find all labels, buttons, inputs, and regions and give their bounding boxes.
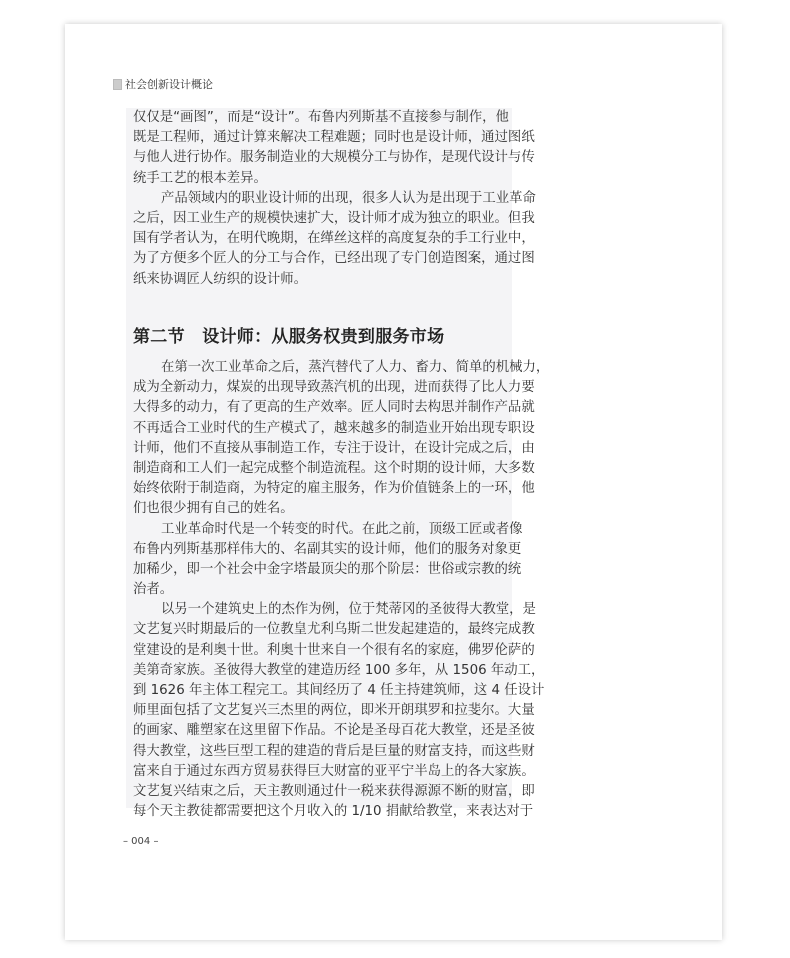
text-line: 师里面包括了文艺复兴三杰里的两位，即米开朗琪罗和拉斐尔。大量 [133, 703, 535, 719]
section-heading: 第二节 设计师：从服务权贵到服务市场 [133, 327, 445, 347]
text-line: 到 1626 年主体工程完工。其间经历了 4 任主持建筑师，这 4 任设计 [133, 683, 545, 698]
text-line: 始终依附于制造商，为特定的雇主服务，作为价值链条上的一环，他 [133, 481, 535, 497]
text-line: 统手工艺的根本差异。 [133, 170, 267, 186]
running-head [113, 76, 213, 92]
text-line: 与他人进行协作。服务制造业的大规模分工与协作，是现代设计与传 [133, 150, 535, 166]
text-line: 文艺复兴结束之后，天主教则通过什一税来获得源源不断的财富，即 [133, 783, 535, 799]
text-line: 既是工程师，通过计算来解决工程难题；同时也是设计师，通过图纸 [133, 130, 535, 146]
text-line: 治者。 [133, 582, 174, 598]
paragraph-group-1 [133, 108, 536, 290]
text-line: 加稀少，即一个社会中金字塔最顶尖的那个阶层：世俗或宗教的统 [133, 561, 522, 577]
text-line: 计师，他们不直接从事制造工作，专注于设计，在设计完成之后，由 [133, 440, 535, 456]
text-line: 纸来协调匠人纺织的设计师。 [133, 271, 308, 287]
text-line: 大得多的动力，有了更高的生产效率。匠人同时去构思并制作产品就 [133, 400, 535, 416]
text-line: 仅仅是“画图”，而是“设计”。布鲁内列斯基不直接参与制作，他 [133, 110, 509, 125]
text-line: 得大教堂，这些巨型工程的建造的背后是巨量的财富支持，而这些财 [133, 743, 535, 759]
text-line: 富来自于通过东西方贸易获得巨大财富的亚平宁半岛上的各大家族。 [133, 763, 535, 779]
text-line: 文艺复兴时期最后的一位教皇尤利乌斯二世发起建造的，最终完成教 [133, 622, 535, 638]
text-line: 布鲁内列斯基那样伟大的、名副其实的设计师，他们的服务对象更 [133, 541, 522, 557]
text-line: 工业革命时代是一个转变的时代。在此之前，顶级工匠或者像 [161, 521, 523, 537]
text-line: 制造商和工人们一起完成整个制造流程。这个时期的设计师，大多数 [133, 460, 535, 476]
text-line: 产品领域内的职业设计师的出现，很多人认为是出现于工业革命 [161, 190, 536, 206]
paragraph-group-2 [133, 358, 550, 822]
text-line: 为了方便多个匠人的分工与合作，已经出现了专门创造图案，通过图 [133, 251, 535, 267]
text-line: 美第奇家族。圣彼得大教堂的建造历经 100 多年，从 1506 年动工， [133, 662, 545, 678]
text-line: 国有学者认为，在明代晚期，在缂丝这样的高度复杂的手工行业中， [133, 231, 535, 247]
book-page [65, 24, 722, 940]
running-head-title: 社会创新设计概论 [125, 78, 213, 91]
page-number: – 004 – [123, 836, 159, 847]
text-line: 在第一次工业革命之后，蒸汽替代了人力、畜力、简单的机械力， [161, 360, 550, 375]
text-line: 们也很少拥有自己的姓名。 [133, 501, 294, 517]
text-line: 成为全新动力，煤炭的出现导致蒸汽机的出现，进而获得了比人力要 [133, 380, 535, 396]
text-line: 之后，因工业生产的规模快速扩大，设计师才成为独立的职业。但我 [133, 210, 535, 226]
document-icon [113, 79, 122, 90]
text-line: 的画家、雕塑家在这里留下作品。不论是圣母百花大教堂，还是圣彼 [133, 723, 535, 739]
text-line: 以另一个建筑史上的杰作为例，位于梵蒂冈的圣彼得大教堂，是 [161, 602, 536, 618]
text-line: 堂建设的是利奥十世。利奥十世来自一个很有名的家庭，佛罗伦萨的 [133, 642, 535, 658]
text-line: 不再适合工业时代的生产模式了，越来越多的制造业开始出现专职设 [133, 420, 535, 436]
text-line: 每个天主教徒都需要把这个月收入的 1/10 捐献给教堂，来表达对于 [133, 804, 534, 820]
